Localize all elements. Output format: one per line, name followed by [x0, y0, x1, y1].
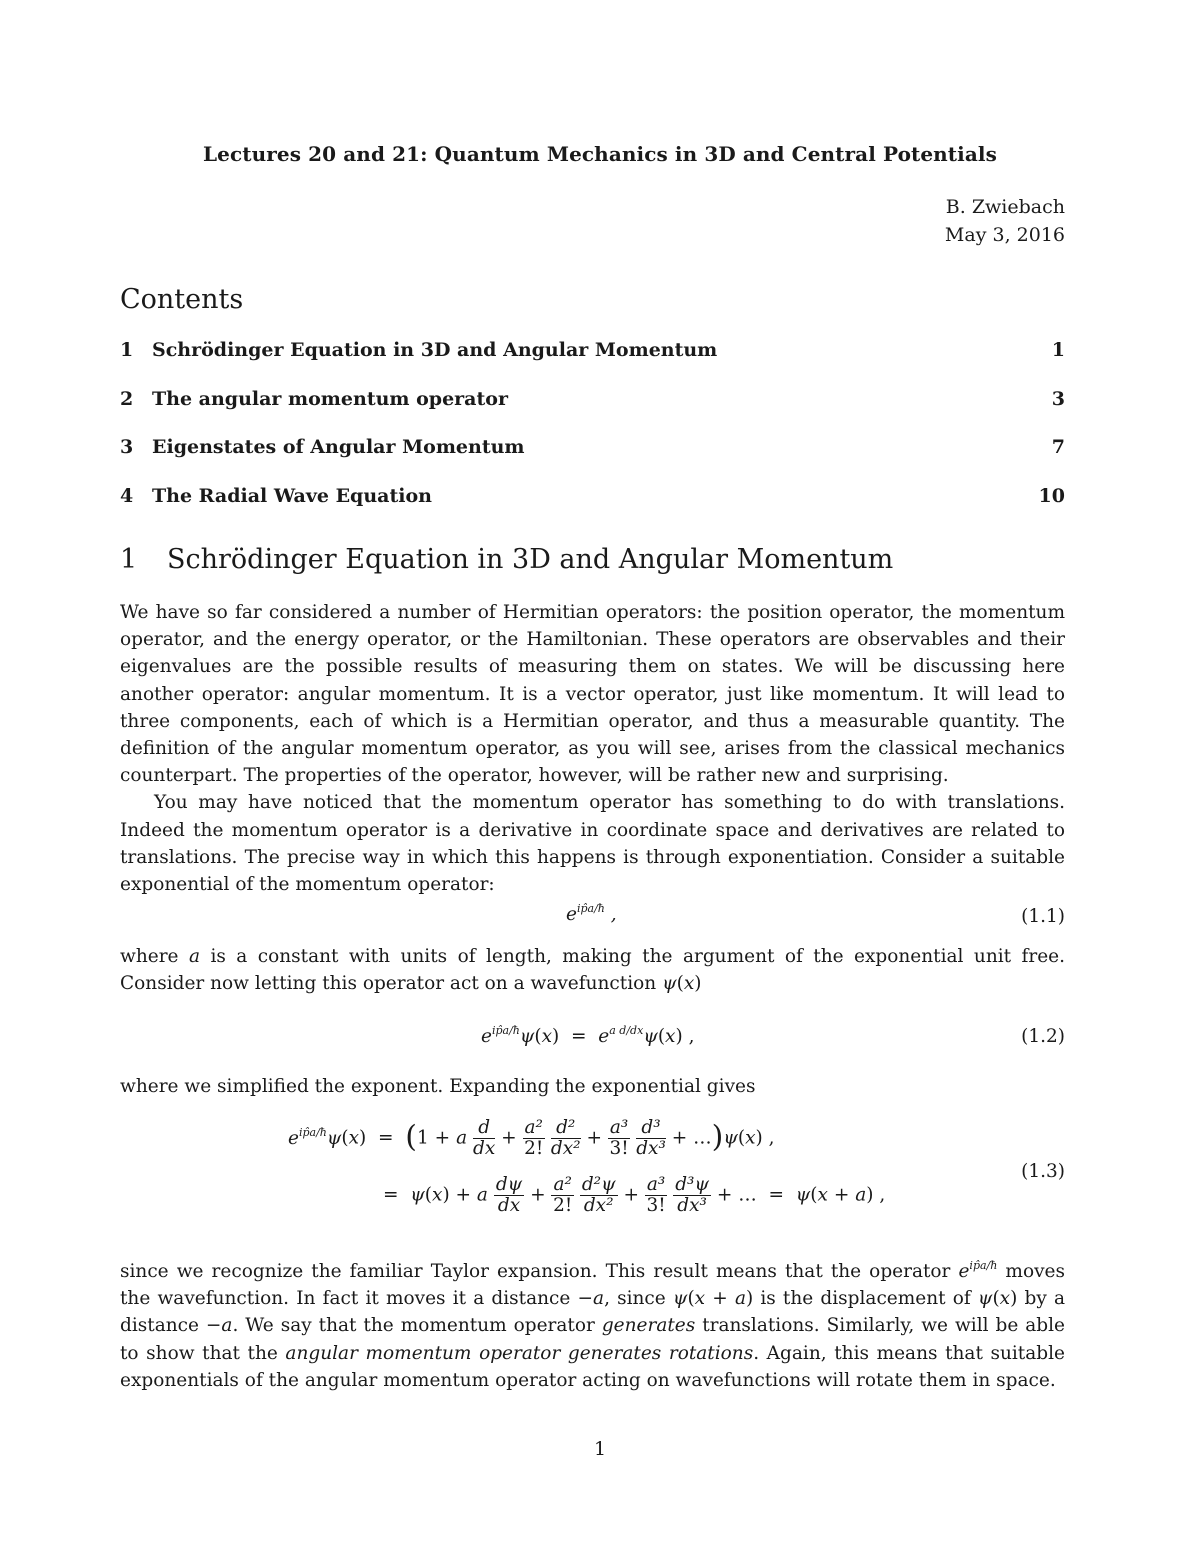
paragraph-text: You may have noticed that the momentum operator has something to do with translations. Indeed the momentum operator is a derivative in coordinate space and derivatives are related to translations. The precise way in which this happens is through exponentiation. Consider a suitable exponential of the momentum operator: [120, 792, 1065, 896]
contents-heading: Contents [120, 284, 244, 315]
toc-page: 1 [1051, 339, 1065, 361]
toc-entry[interactable] [120, 485, 1065, 515]
toc-page: 3 [1051, 388, 1065, 410]
paragraph-text: , since [604, 1288, 666, 1310]
paragraph-text: . We say that the momentum operator [232, 1315, 595, 1337]
paragraph-text: We have so far considered a number of Hermitian operators: the position operator, the momentum operator, and the energy operator, or the Hamiltonian. These operators are observables and their eigenvalues are the possible results of measuring them on states. We will be discussing here another operator: angular momentum. It is a vector operator, just like momentum. It will lead to three components, each of which is a Hermitian operator, and thus a measurable quantity. The definition of the angular momentum operator, as you will see, arises from the classical mechanics counterpart. The properties of the operator, however, will be rather new and surprising. [120, 602, 1065, 787]
paragraph-text: . Again, this means that suitable exponentials of the angular momentum operator acting on wavefunctions will rotate them in space. [120, 1342, 1065, 1391]
paragraph-text: translations. Similarly, we will be able to show that the [120, 1315, 1065, 1364]
toc-number: 4 [120, 485, 134, 507]
toc-number: 3 [120, 436, 134, 458]
toc-title: Schrödinger Equation in 3D and Angular Momentum [152, 339, 718, 361]
toc-number: 1 [120, 339, 134, 361]
date: May 3, 2016 [944, 224, 1065, 246]
equation-number: (1.1) [1021, 906, 1065, 927]
equation-number: (1.3) [1021, 1161, 1065, 1182]
paragraph [120, 1073, 1065, 1100]
toc-entry[interactable] [120, 339, 1065, 369]
author: B. Zwiebach [945, 196, 1065, 218]
toc-entry[interactable] [120, 436, 1065, 466]
equation-1-3-line-1: $e^{ip̂a/ħ}\psi(x) = (1 + a$ $\frac{d}{dx}$ + $\frac{\text{a²}}{2!}$ $\frac{\text{d²}}{\text{dx²}}$ + $\frac{\text{a³}}{3!}$ $\frac{\text{d³}}{\text{dx³}}$ + …)ψ(x) , [288, 1117, 775, 1159]
toc-title: The Radial Wave Equation [152, 485, 432, 507]
equation-1-2: $e^{ip̂a/ħ}\psi(x) = e^{a d/dx}\psi(x)$ , [481, 1024, 695, 1047]
paragraph-text: by a distance [120, 1288, 1065, 1337]
equation-number: (1.2) [1021, 1026, 1065, 1047]
paragraph-text: is a constant with units of length, making the argument of the exponential unit free. Consider now letting this operator act on a wavefunction [120, 946, 1065, 995]
toc-page: 10 [1038, 485, 1065, 507]
paragraph: since we recognize the familiar Taylor expansion. This result means that the operator $e^{ip̂a/ħ}$ moves the wavefunction. In fact it moves it a distance −a, since ψ(x + a) is the displacement of ψ(x) by a distance −a. We say that the momentum operator generates translations. Similarly, we will be able to show that the angular momentum operator generates rotations. Again, this means that suitable exponentials of the angular momentum operator acting on wavefunctions will rotate them in space. [120, 1259, 1065, 1391]
toc-entry[interactable] [120, 388, 1065, 418]
toc-title: The angular momentum operator [152, 388, 508, 410]
paper-title: Lectures 20 and 21: Quantum Mechanics in 3D and Central Potentials [203, 142, 997, 166]
paragraph-text: where we simplified the exponent. Expanding the exponential gives [120, 1076, 756, 1097]
equation-1-1: $e^{ip̂a/ħ}$ , [566, 902, 617, 925]
equation-1-3-line-2: = ψ(x) + a $\frac{d\psi}{dx}$ + $\frac{\text{a²}}{2!}$ $\frac{\text{d²ψ}}{\text{dx²}}$ + $\frac{\text{a³}}{3!}$ $\frac{\text{d³ψ}}{\text{dx³}}$ + … = ψ(x + a) , [383, 1174, 886, 1216]
section-title: Schrödinger Equation in 3D and Angular Momentum [167, 544, 894, 575]
section-heading [120, 544, 893, 575]
paragraph: where a is a constant with units of length, making the argument of the exponential unit free. Consider now letting this operator act on a wavefunction ψ(x) [120, 946, 1065, 995]
section-number: 1 [120, 544, 138, 575]
paragraph-text: moves the wavefunction. In fact it moves it a distance [120, 1261, 1065, 1310]
page-number: 1 [593, 1438, 607, 1460]
paragraph-text: since we recognize the familiar Taylor expansion. This result means that the operator [120, 1261, 951, 1282]
toc-page: 7 [1051, 436, 1065, 458]
toc-number: 2 [120, 388, 134, 410]
toc-title: Eigenstates of Angular Momentum [152, 436, 525, 458]
paragraph-text: is the displacement of [760, 1288, 971, 1310]
emphasis-text: generates [601, 1315, 696, 1337]
emphasis-text: angular momentum operator generates rotations [285, 1342, 754, 1364]
paragraph-text: where [120, 946, 179, 967]
paragraph [120, 599, 1065, 898]
